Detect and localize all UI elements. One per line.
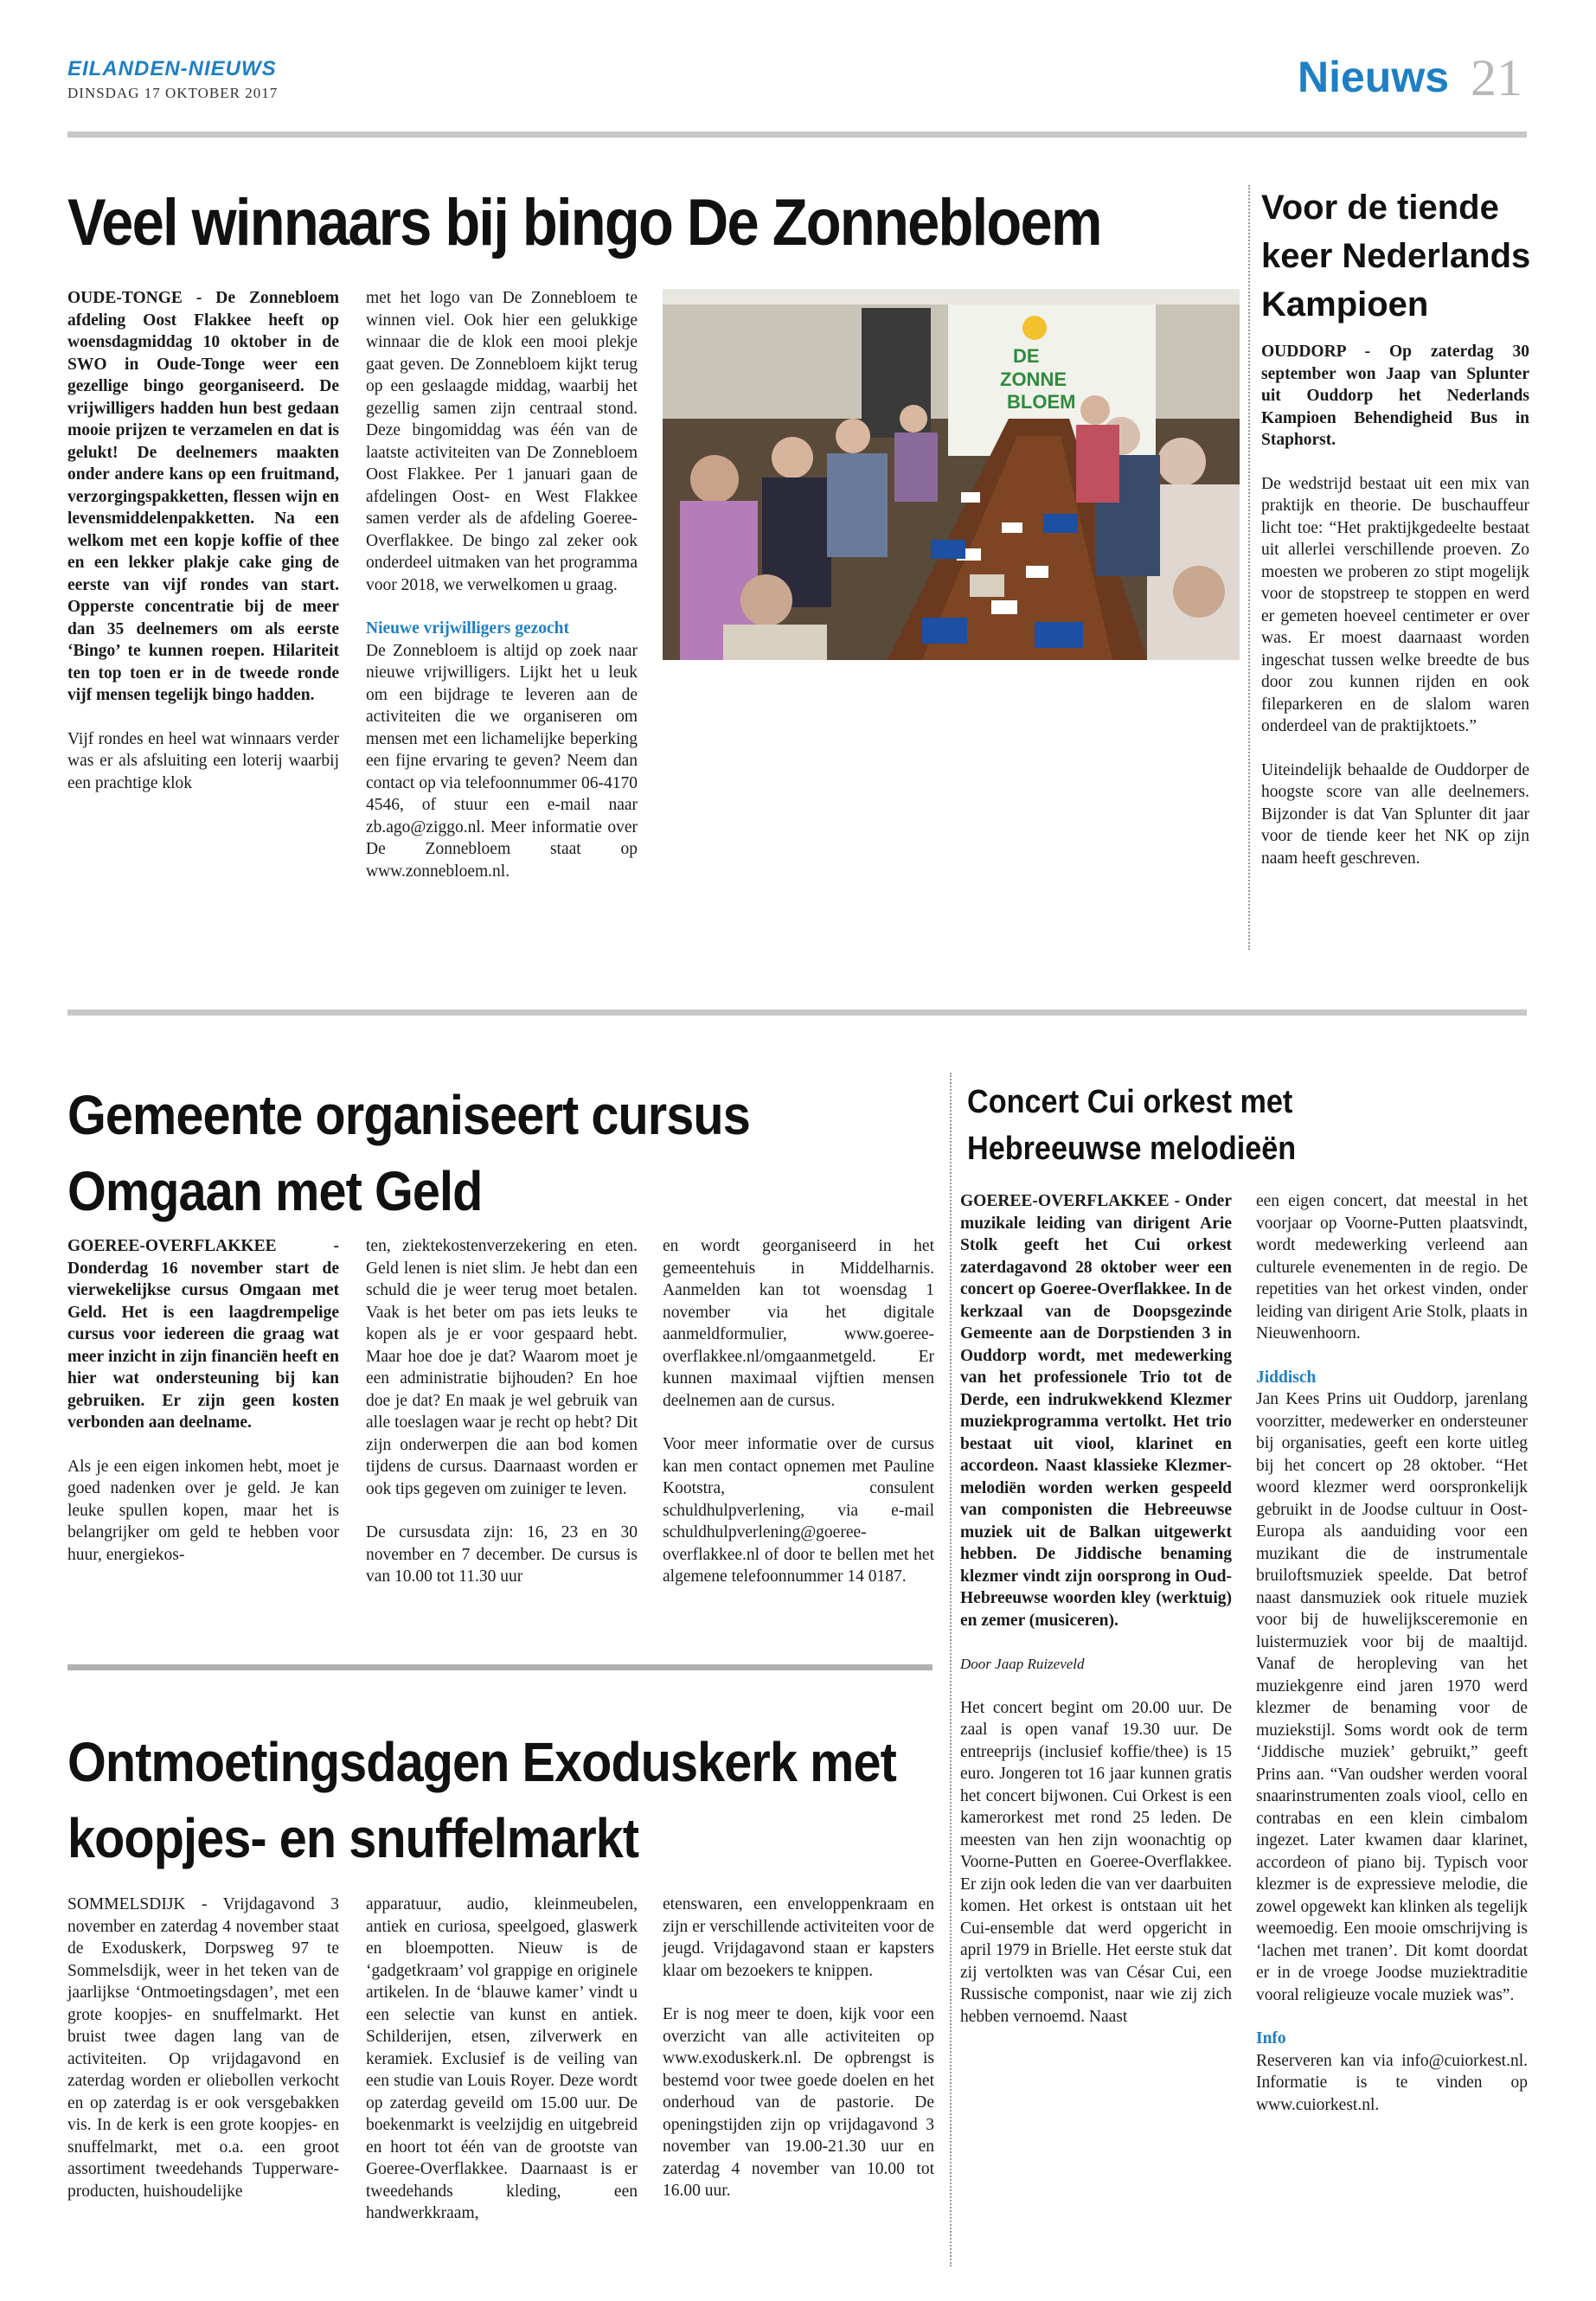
headline-kampioen: Voor de tiende keer Nederlands Kampioen (1261, 189, 1531, 324)
geld-column-2 (366, 1235, 638, 1610)
banner-text-line-2: ZONNE (1000, 369, 1067, 390)
bingo-paragraph: Vijf rondes en heel wat winnaars verder was er als afsluiting een loterij waarbij een prachtige klok (67, 729, 339, 792)
section-title: Nieuws (1298, 53, 1450, 101)
exodus-paragraph: etenswaren, een enveloppenkraam en zijn er verschillende activiteiten voor de jeugd. Vrijdagavond staan er kapsters klaar om bezoekers te knippen. (663, 1895, 934, 1980)
bingo-column-2 (366, 287, 638, 904)
headline-cui: Concert Cui orkest met Hebreeuwse melodieën (967, 1084, 1297, 1167)
banner-text-line-3: BLOEM (1007, 391, 1076, 413)
geld-paragraph: en wordt georganiseerd in het gemeentehuis in Middelharnis. Aanmelden kan tot woensdag 1 november via het digitale aanmeldformulier, www.goeree-overflakkee.nl/omgaanmetgeld. Er kunnen maximaal vijftien mensen deelnemen aan de cursus. (663, 1237, 934, 1410)
column-divider (1248, 185, 1250, 950)
bingo-photo (663, 289, 1240, 660)
exodus-column-2 (366, 1894, 638, 2247)
exodus-paragraph: apparatuur, audio, kleinmeubelen, antiek en curiosa, speelgoed, glaswerk en bloempotten. Nieuw is de ‘gadgetkraam’ vol grappige en originele artikelen. In de ‘blauwe kamer’ vindt u een selectie van kunst en antiek. Schilderijen, etsen, zilverwerk en keramiek. Exclusief is de veiling van een studie van Louis Royer. Deze wordt op zaterdag geveild om 15.00 uur. De boekenmarkt is veelzijdig en uitgebreid en hoort tot één van de grootste van Goeree-Overflakkee. Daarnaast is er tweedehands kleding, een handwerkkraam, (366, 1895, 638, 2222)
geld-paragraph: Als je een eigen inkomen hebt, moet je goed nadenken over je geld. Je kan leuke spullen kopen, maar het is belangrijker om geld te hebben voor huur, energiekos- (67, 1457, 339, 1564)
bingo-paragraph: De Zonnebloem is altijd op zoek naar nieuwe vrijwilligers. Lijkt het u leuk om een bijdrage te leveren aan de activiteiten die we organiseren om mensen met een lichamelijke beperking een fijne ervaring te geven? Neem dan contact op via telefoonnummer 06-4170 4546, of stuur een e-mail naar zb.ago@ziggo.nl. Meer informatie over De Zonnebloem staat op www.zonnebloem.nl. (366, 641, 638, 881)
geld-paragraph: Voor meer informatie over de cursus kan men contact opnemen met Pauline Kootstra, consulent schuldhulpverlening, via e-mail schuldhulpverlening@goeree-overflakkee.nl of door te bellen met het algemene telefoonnummer 14 0187. (663, 1435, 934, 1586)
kampioen-lead: OUDDORP - Op zaterdag 30 september won Jaap van Splunter uit Ouddorp het Nederlands Kampioen Behendigheid Bus in Staphorst. (1261, 343, 1529, 449)
cui-paragraph: een eigen concert, dat meestal in het voorjaar op Voorne-Putten plaatsvindt, wordt medewerking verleend aan culturele evenementen in de regio. De repetities van het orkest vinden, onder leiding van dirigent Arie Stolk, plaats in Nieuwenhoorn. (1256, 1192, 1528, 1343)
kampioen-paragraph: Uiteindelijk behaalde de Ouddorper de hoogste score van alle deelnemers. Bijzonder is dat Van Splunter dit jaar voor de tiende keer het NK op zijn naam heeft geschreven. (1261, 760, 1529, 868)
header-rule (67, 131, 1527, 138)
cui-subhead: Info (1256, 2029, 1286, 2048)
headline-geld: Gemeente organiseert cursus Omgaan met Geld (67, 1084, 750, 1223)
column-divider (950, 1073, 952, 2266)
geld-paragraph: ten, ziektekostenverzekering en eten. Geld lenen is niet slim. Je hebt dan een schuld die je weer terug moet betalen. Vaak is het beter om pas iets leuks te kopen als je er voor gespaard hebt. Maar hoe doe je dat? Waarom moet je een administratie bijhouden? En hoe doe je dat? En maak je wel gebruik van alle toeslagen waar je recht op hebt? Dit zijn onderwerpen die aan bod komen tijdens de cursus. Daarnaast worden er ook tips gegeven om zuiniger te leven. (366, 1237, 638, 1498)
kampioen-paragraph: De wedstrijd bestaat uit een mix van praktijk en theorie. De buschauffeur licht toe: “Het praktijkgedeelte bestaat uit allerlei verschillende proeven. Zo moesten we proberen zo stipt mogelijk voor de stopstreep te stoppen en werd er gemeten hoeveel centimeter er over was. Er moest daarnaast worden ingeschat tussen welke breedte de bus door zou kunnen rijden en ook fileparkeren en de slalom waren onderdeel van de praktijktoets.” (1261, 474, 1529, 735)
bingo-column-1 (67, 287, 339, 816)
geld-column-3 (663, 1235, 934, 1610)
exodus-paragraph: SOMMELSDIJK - Vrijdagavond 3 november en zaterdag 4 november staat de Exoduskerk, Dorpsweg 97 te Sommelsdijk, weer in het teken van de jaarlijkse ‘Ontmoetingsdagen’, met een grote koopjes- en snuffelmarkt. Het bruist twee dagen lang van de activiteiten. Op vrijdagavond en zaterdag worden er oliebollen verkocht en op zaterdag is er ook versgebakken vis. In de kerk is een grote koopjes- en snuffelmarkt, met o.a. een groot assortiment tweedehands Tupperware-producten, huishoudelijke (67, 1895, 339, 2201)
cui-paragraph: Jan Kees Prins uit Ouddorp, jarenlang voorzitter, medewerker en ondersteuner bij organisaties, geeft een korte uitleg bij het concert op 28 oktober. “Het woord klezmer werd oorspronkelijk gebruikt in de Joodse cultuur in Oost-Europa als aanduiding voor een muzikant die de instrumentale bruiloftsmuziek speelde. Dat betrof naast dansmuziek ook rituele muziek voor bij de huwelijksceremonie en luistermuziek voor bij de maaltijd. Vanaf de heropleving van het muziekgenre eind jaren 1970 werd klezmer de benaming voor de muziekstijl. Soms wordt ook de term ‘Jiddische muziek’ gebruikt,” geeft Prins aan. “Van oudsher werden vooral snaarinstrumenten zoals viool, cello en contrabas en een klein cimbalom ingezet. Later kwamen daar klarinet, accordeon of piano bij. Typisch voor klezmer is de expressieve melodie, die zowel opgewekt kan klinken als tegelijk weemoedig. Een mooie omschrijving is ‘lachen met tranen’. Dit komt doordat er in de vroege Joodse muziektraditie vooral religieuze vocale muziek was”. (1256, 1390, 1528, 2004)
exodus-column-3 (663, 1894, 934, 2224)
headline-bingo: Veel winnaars bij bingo De Zonnebloem (67, 186, 1101, 260)
headline-exodus: Ontmoetingsdagen Exoduskerk met koopjes- en snuffelmarkt (67, 1731, 896, 1870)
cui-lead: GOEREE-OVERFLAKKEE - Onder muzikale leiding van dirigent Arie Stolk geeft het Cui orkest zaterdagavond 28 oktober weer een concert op Goeree-Overflakkee. In de kerkzaal van de Doopsgezinde Gemeente aan de Dorpstienden 3 in Ouddorp wordt, met medewerking van het professionele Trio tot de Derde, een indrukwekkend Klezmer muziekprogramma vertolkt. Het trio bestaat uit viool, klarinet en accordeon. Naast klassieke Klezmer-melodiën worden werken gespeeld van componisten die Hebreeuwse muziek uit de Balkan uitgewerkt hebben. De Jiddische benaming klezmer vindt zijn oorsprong in Oud-Hebreeuwse woorden kley (werktuig) en zemer (musiceren). (960, 1192, 1232, 1630)
geld-column-1 (67, 1235, 339, 1587)
cui-column-1 (960, 1190, 1232, 2049)
section-rule (67, 1664, 933, 1670)
exodus-column-1 (67, 1894, 339, 2224)
cui-byline: Door Jaap Ruizeveld (960, 1656, 1085, 1672)
bingo-subhead: Nieuwe vrijwilligers gezocht (366, 619, 570, 638)
banner-text-line-1: DE (1013, 345, 1040, 367)
cui-subhead: Jiddisch (1256, 1368, 1317, 1387)
exodus-paragraph: Er is nog meer te doen, kijk voor een overzicht van alle activiteiten op www.exoduskerk.nl. De opbrengst is bestemd voor twee goede doelen en het onderhoud van de pastorie. De openingstijden zijn op vrijdagavond 3 november van 19.00-21.30 uur en zaterdag 4 november van 10.00 tot 16.00 uur. (663, 2005, 934, 2200)
cui-paragraph: Het concert begint om 20.00 uur. De zaal is open vanaf 19.30 uur. De entreeprijs (inclusief koffie/thee) is 15 euro. Jongeren tot 16 jaar kunnen gratis het concert bijwonen. Cui Orkest is een kamerorkest met rond 25 leden. De meesten van hen zijn woonachtig op Voorne-Putten en Goeree-Overflakkee. Er zijn ook leden die van ver daarbuiten komen. Het orkest is ontstaan uit het Cui-ensemble dat werd opgericht in april 1979 in Brielle. Het eerste stuk dat zij vertolkten was van César Cui, een Russische componist, naar wie zij zich hebben vernoemd. Naast (960, 1698, 1232, 2026)
kampioen-column (1261, 341, 1529, 891)
geld-lead: GOEREE-OVERFLAKKEE - Donderdag 16 november start de vierwekelijkse cursus Omgaan met Geld. Het is een laagdrempelige cursus voor iedereen die graag wat meer inzicht in zijn financiën heeft en hier wat ondersteuning bij kan gebruiken. Er zijn geen kosten verbonden aan deelname. (67, 1237, 339, 1432)
bingo-lead: OUDE-TONGE - De Zonnebloem afdeling Oost Flakkee heeft op woensdagmiddag 10 oktober in de SWO in Oude-Tonge weer een gezellige bingo georganiseerd. De vrijwilligers hadden hun best gedaan mooie prijzen te verzamelen en dat is gelukt! De deelnemers maakten onder andere kans op een fruitmand, verzorgingspakketten, flessen wijn en levensmiddelenpakketten. Na een welkom met een kopje koffie of thee en een lekker plakje cake ging de eerste van vijf rondes van start. Opperste concentratie bij de meer dan 35 deelnemers om als eerste ‘Bingo’ te kunnen roepen. Hilariteit ten top toen er in de tweede ronde vijf mensen tegelijk bingo hadden. (67, 289, 339, 704)
geld-paragraph: De cursusdata zijn: 16, 23 en 30 november en 7 december. De cursus is van 10.00 tot 11.30 uur (366, 1523, 638, 1586)
cui-paragraph: Reserveren kan via info@cuiorkest.nl. Informatie is te vinden op www.cuiorkest.nl. (1256, 2051, 1528, 2114)
bingo-photo-illustration (663, 289, 1240, 660)
page-number: 21 (1471, 49, 1522, 106)
section-rule (67, 1009, 1527, 1016)
newspaper-logo: EILANDEN-NIEUWS (67, 57, 277, 80)
bingo-paragraph: met het logo van De Zonnebloem te winnen viel. Ook hier een gelukkige winnaar die de klok een mooi plekje gaat geven. De Zonnebloem kijkt terug op een geslaagde middag, waarbij het gezellig samen zijn centraal stond. Deze bingomiddag was één van de laatste activiteiten van De Zonnebloem Oost Flakkee. Per 1 januari gaan de afdelingen Oost- en West Flakkee samen verder als de afdeling Goeree-Overflakkee. De bingo zal zeker ook onderdeel uitmaken van het programma voor 2018, we verwelkomen u graag. (366, 289, 638, 594)
cui-column-2 (1256, 1190, 1528, 2138)
issue-date: DINSDAG 17 OKTOBER 2017 (67, 85, 279, 101)
